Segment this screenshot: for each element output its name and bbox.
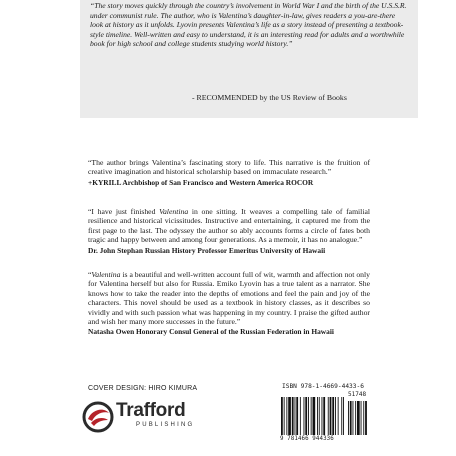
review-1-attribution: +KYRILL Archbishop of San Francisco and Western America ROCOR (88, 177, 314, 187)
publisher-tagline: PUBLISHING (136, 422, 195, 428)
review-3-text-start: “ (88, 270, 92, 279)
publisher-name: Trafford (116, 400, 186, 421)
review-2-text-end: in one sitting. It weaves a compelling tale of familial resilience and historical vicissitudes. Instructive and entertaining, it captured me from the first page to the last. The odyssey the author so ably accounts forms a circle of fates both tragic and happy between and among four generations. As a memoir, it has no analogue.” (88, 207, 371, 245)
barcode-bars (280, 397, 372, 435)
isbn-number: ISBN 978-1-4669-4433-6 (282, 383, 364, 390)
trafford-publishing-logo (82, 398, 202, 440)
review-3-book-title: Valentina (91, 270, 121, 279)
barcode-addon-number: 51748 (348, 391, 367, 398)
featured-quote-box (80, 0, 418, 118)
featured-quote-credit: - RECOMMENDED by the US Review of Books (192, 93, 347, 102)
review-2-text (88, 207, 370, 245)
review-1 (88, 158, 370, 187)
review-3-attribution: Natasha Owen Honorary Consul General of the Russian Federation in Hawaii (88, 327, 334, 337)
review-2-text-start: “I have just finished (88, 207, 160, 216)
featured-quote-text: “The story moves quickly through the country’s involvement in World War I and the birth of the U.S.S.R. under communist rule. The author, who is Valentina’s daughter-in-law, gives readers a you-are-there look at history as it unfolds. Lyovin presents Valentina’s life as a story instead of presenting a textbook-style timeline. Well-written and easy to understand, it is an interesting read for adults and a worthwhile book for high school and college students studying world history.” (90, 1, 407, 49)
review-3-text-end: is a beautiful and well-written account full of wit, warmth and affection not only for Valentina herself but also for Russia. Emiko Lyovin has a true talent as a narrator. She knows how to take the reader into the depths of emotions and feel the pain and joy of the characters. This novel should be used as a textbook in history classes, as it describes so vividly and with such passion what was happening in my country. I praise the gifted author and wish her many more successes in the future.” (88, 270, 370, 327)
review-3 (88, 270, 370, 337)
review-2-attribution: Dr. John Stephan Russian History Professor Emeritus University of Hawaii (88, 245, 326, 255)
review-1-text: “The author brings Valentina’s fascinating story to life. This narrative is the fruition of creative imagination and historical scholarship based on immaculate research.” (88, 158, 370, 177)
ean-number: 9 781466 944336 (280, 436, 334, 442)
cover-design-credit: COVER DESIGN: HIRO KIMURA (88, 385, 198, 392)
isbn-barcode (280, 383, 372, 447)
review-2 (88, 207, 370, 255)
trafford-swirl-icon (82, 401, 114, 433)
review-3-text (88, 270, 370, 326)
review-2-book-title: Valentina (159, 207, 189, 216)
